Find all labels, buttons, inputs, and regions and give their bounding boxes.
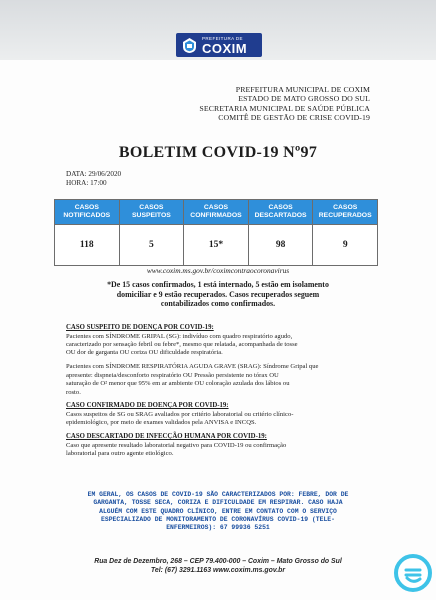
bulletin-date: DATA: 29/06/2020: [66, 170, 122, 178]
footer-address: Rua Dez de Dezembro, 268 – CEP 79.400-000 – Coxim – Mato Grosso do Sul: [94, 558, 342, 565]
section-paragraph: Casos suspeitos de SG ou SRAG avaliados por critério laboratorial ou critério clínico- epidemiológico, por meio de exames validados pela ANVISA e INCQS.: [66, 411, 294, 427]
value-suspected: 5: [119, 225, 184, 266]
logo-subtitle: PREFEITURA DE: [202, 36, 243, 41]
header-discarded: CASOS DESCARTADOS: [248, 200, 313, 225]
city-emblem-icon: [181, 36, 198, 54]
e-glyph-icon: [398, 558, 428, 588]
website-link[interactable]: www.coxim.ms.gov.br/coximcontraocoronavirus: [146, 266, 290, 275]
org-line: PREFEITURA MUNICIPAL DE COXIM: [235, 85, 370, 94]
value-notified: 118: [55, 225, 120, 266]
header-recovered: CASOS RECUPERADOS: [313, 200, 378, 225]
footer-contact: [0, 557, 436, 575]
section-title: CASO DESCARTADO DE INFECÇÃO HUMANA POR COVID-19:: [66, 433, 267, 441]
section-discarded: [66, 433, 376, 458]
definitions: [66, 324, 376, 464]
header-suspected: CASOS SUSPEITOS: [119, 200, 184, 225]
value-confirmed: 15*: [184, 225, 249, 266]
section-confirmed: [66, 402, 376, 427]
bulletin-time: HORA: 17:00: [66, 179, 107, 188]
e-circle-logo-icon[interactable]: [394, 554, 432, 592]
organization-block: [199, 85, 370, 123]
confirmed-cases-note: *De 15 casos confirmados, 1 está internado, 5 estão em isolamento domiciliar e 9 estão recuperados. Casos recuperados seguem contabilizados como confirmados.: [107, 280, 329, 309]
value-recovered: 9: [313, 225, 378, 266]
bulletin-title: BOLETIM COVID-19 Nº97: [118, 144, 318, 161]
section-paragraph: Pacientes com SÍNDROME GRIPAL (SG): indivíduo com quadro respiratório agudo, caracterizado por sensação febril ou febre*, mesmo que relatada, acompanhada de tosse OU dor de garganta OU coriza OU dificuldade respiratória.: [66, 332, 298, 357]
org-line: COMITÊ DE GESTÃO DE CRISE COVID-19: [218, 113, 370, 123]
section-title: CASO CONFIRMADO DE DOENÇA POR COVID-19:: [66, 402, 229, 410]
value-discarded: 98: [248, 225, 313, 266]
section-paragraph: Caso que apresente resultado laboratorial negativo para COVID-19 ou confirmação laboratorial para outro agente etiológico.: [66, 441, 287, 458]
section-title: CASO SUSPEITO DE DOENÇA POR COVID-19:: [66, 324, 214, 331]
table-header-row: [55, 200, 378, 225]
header-notified: CASOS NOTIFICADOS: [55, 200, 120, 225]
bulletin-meta: [66, 170, 121, 188]
table-row: [55, 225, 378, 266]
org-line: ESTADO DE MATO GROSSO DO SUL: [238, 94, 370, 104]
cases-table: [54, 199, 378, 266]
section-paragraph: Pacientes com SÍNDROME RESPIRATÓRIA AGUDA GRAVE (SRAG): Síndrome Gripal que apresente: dispneia/desconforto respiratório OU Pressão persistente no tórax OU saturação de O² menor que 95% em ar ambiente OU coloração azulada dos lábios ou rosto.: [66, 363, 319, 396]
logo-wordmark: COXIM: [202, 41, 248, 56]
symptoms-summary: EM GERAL, OS CASOS DE COVID-19 SÃO CARACTERIZADOS POR: FEBRE, DOR DE GARGANTA, TOSSE SECA, CORIZA E DIFICULDADE EM RESPIRAR. CASO HAJA ALGUÉM COM ESTE QUADRO CLÍNICO, ENTRE EM CONTATO COM O SERVIÇO ESPECIALIZADO DE MONITORAMENTO DE CORONAVÍRUS COVID-19 (TELE- ENFERMEIROS): 67 99936 5251: [87, 491, 349, 532]
org-line: SECRETARIA MUNICIPAL DE SAÚDE PÚBLICA: [199, 103, 370, 113]
header-confirmed: CASOS CONFIRMADOS: [184, 200, 249, 225]
city-logo: [176, 33, 262, 57]
footer-phone-site: Tel: (67) 3291.1163 www.coxim.ms.gov.br: [150, 567, 286, 574]
section-suspected: [66, 324, 376, 397]
